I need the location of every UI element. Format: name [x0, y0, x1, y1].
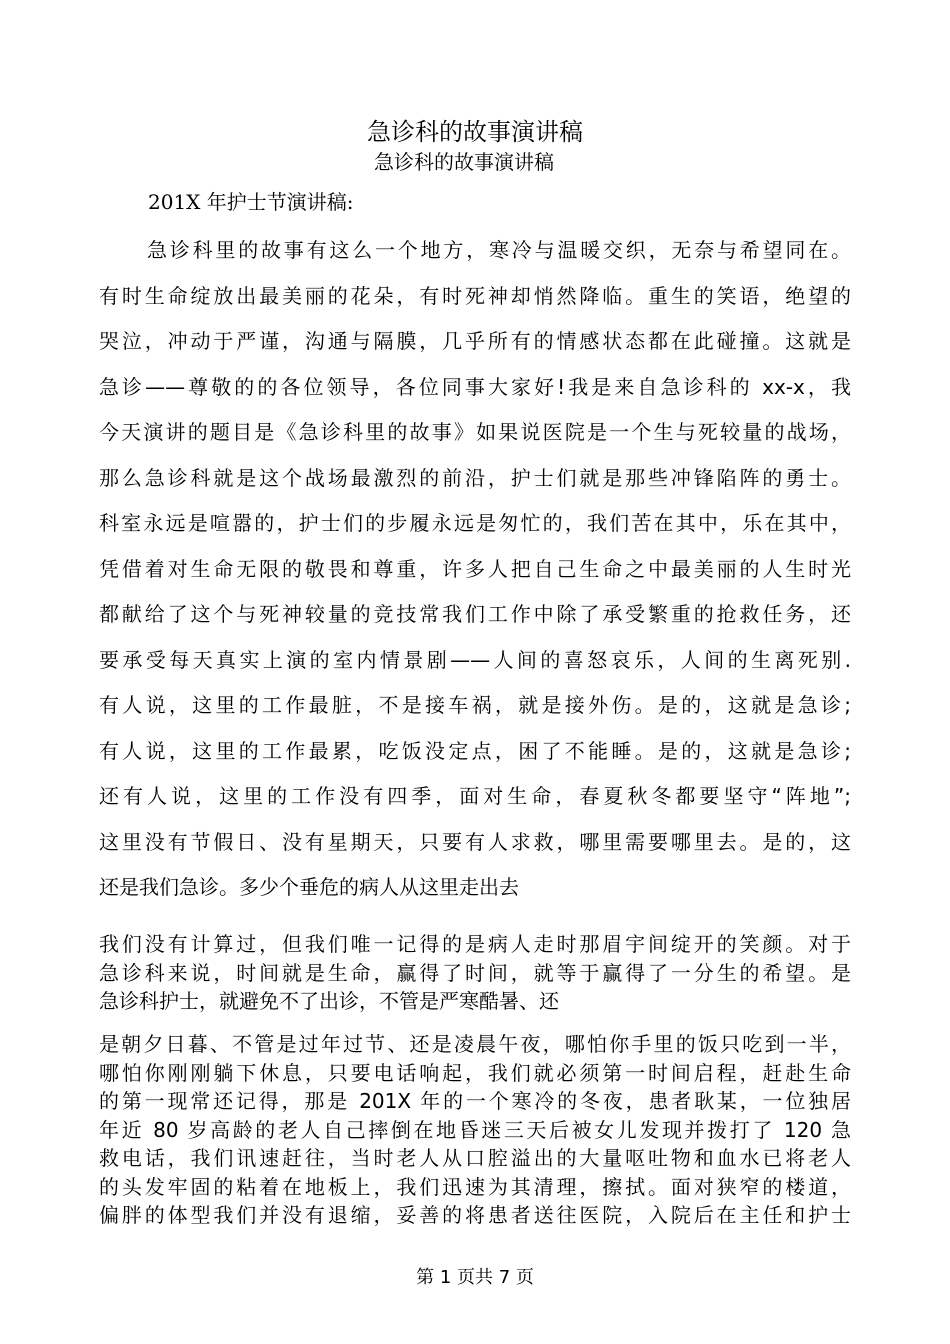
text-line: 哪怕你刚刚躺下休息，只要电话响起，我们就必须第一时间启程，赶赴生命 [99, 1060, 851, 1085]
text-line: 那么急诊科就是这个战场最激烈的前沿，护士们就是那些冲锋陷阵的勇士。 [99, 465, 851, 490]
text-line: 有人说，这里的工作最脏，不是接车祸，就是接外伤。是的，这就是急诊; [99, 693, 851, 717]
text-line: 科室永远是喧嚣的，护士们的步履永远是匆忙的，我们苦在其中，乐在其中， [99, 511, 851, 535]
text-line: 的头发牢固的粘着在地板上，我们迅速为其清理，擦拭。面对狭窄的楼道， [99, 1174, 851, 1199]
text-line: 我们没有计算过，但我们唯一记得的是病人走时那眉宇间绽开的笑颜。对于 [99, 932, 851, 956]
text-line: 急诊科里的故事有这么一个地方，寒冷与温暖交织，无奈与希望同在。 [147, 238, 851, 262]
text-line: 有人说，这里的工作最累，吃饭没定点，困了不能睡。是的，这就是急诊; [99, 738, 851, 763]
text-line: 还是我们急诊。多少个垂危的病人从这里走出去 [99, 875, 519, 899]
text-line: 偏胖的体型我们并没有退缩，妥善的将患者送往医院，入院后在主任和护士 [99, 1203, 851, 1227]
text-line: 急诊科护士，就避免不了出诊，不管是严寒酷暑、还 [99, 989, 559, 1013]
text-line: 要承受每天真实上演的室内情景剧——人间的喜怒哀乐，人间的生离死别. [99, 647, 851, 672]
text-line: 救电话，我们讯速赶往，当时老人从口腔溢出的大量呕吐物和血水已将老人 [99, 1146, 851, 1170]
text-line: 急诊——尊敬的的各位领导，各位同事大家好!我是来自急诊科的 xx-x，我 [99, 374, 851, 399]
text-line: 凭借着对生命无限的敬畏和尊重，许多人把自己生命之中最美丽的人生时光 [99, 556, 851, 581]
document-title: 急诊科的故事演讲稿 [367, 118, 583, 146]
text-line: 年近 80 岁高龄的老人自己摔倒在地昏迷三天后被女儿发现并拨打了 120 急 [99, 1117, 851, 1142]
text-line: 还有人说，这里的工作没有四季，面对生命，春夏秋冬都要坚守“阵地”; [99, 784, 851, 808]
text-line: 都献给了这个与死神较量的竞技常我们工作中除了承受繁重的抢救任务，还 [99, 602, 851, 626]
paragraph-1 [99, 228, 851, 911]
paragraph-2 [99, 930, 851, 1016]
text-line: 今天演讲的题目是《急诊科里的故事》如果说医院是一个生与死较量的战场， [99, 420, 851, 444]
text-line: 的第一现常还记得，那是 201X 年的一个寒冷的冬夜，患者耿某，一位独居 [99, 1089, 851, 1113]
text-line: 有时生命绽放出最美丽的花朵，有时死神却悄然降临。重生的笑语，绝望的 [99, 283, 851, 308]
text-line: 这里没有节假日、没有星期天，只要有人求救，哪里需要哪里去。是的，这 [99, 829, 851, 854]
document-title-repeat: 急诊科的故事演讲稿 [374, 150, 554, 174]
paragraph-3 [99, 1030, 851, 1230]
text-line: 急诊科来说，时间就是生命，赢得了时间，就等于赢得了一分生的希望。是 [99, 960, 851, 985]
document-subtitle: 201X 年护士节演讲稿: [148, 190, 354, 214]
page-footer: 第 1 页共 7 页 [416, 1267, 534, 1288]
text-line: 哭泣，冲动于严谨，沟通与隔膜，几乎所有的情感状态都在此碰撞。这就是 [99, 329, 851, 353]
text-line: 是朝夕日暮、不管是过年过节、还是凌晨午夜，哪怕你手里的饭只吃到一半， [99, 1032, 851, 1056]
